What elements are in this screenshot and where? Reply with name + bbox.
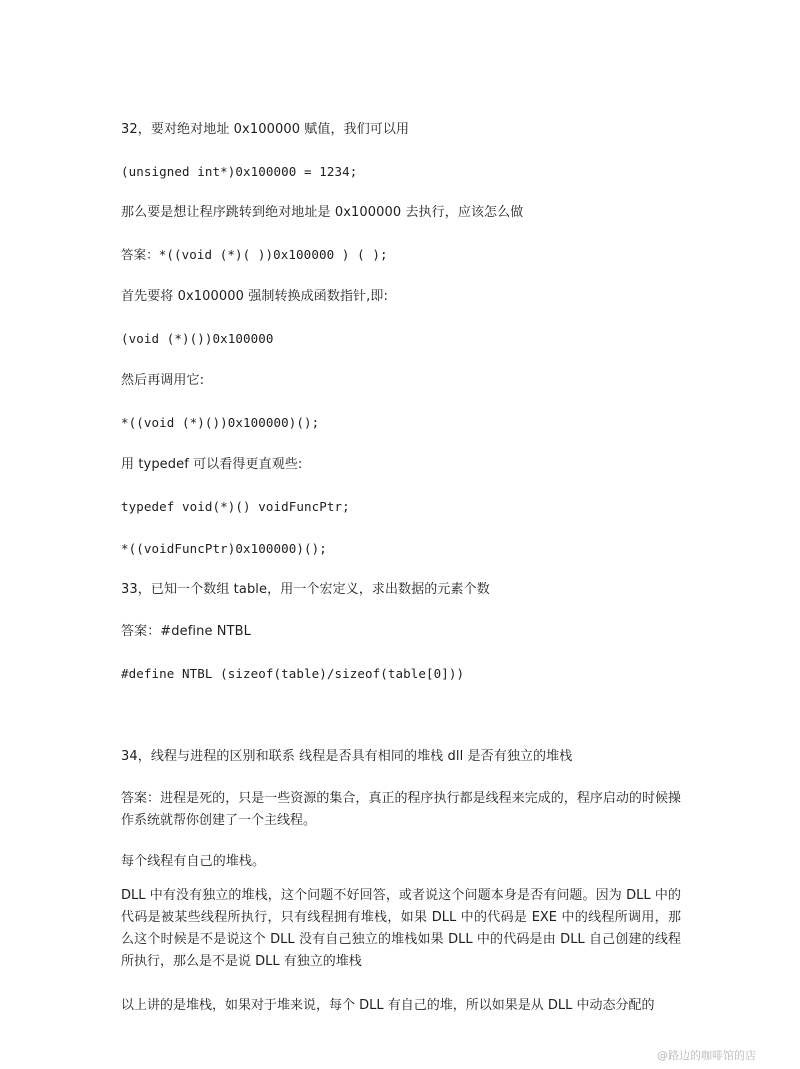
q32-code-typedef-call: *((voidFuncPtr)0x100000)(); — [121, 541, 327, 556]
q32-question: 那么要是想让程序跳转到绝对地址是 0x100000 去执行，应该怎么做 — [121, 205, 524, 220]
q34-answer-paragraph: 答案：进程是死的，只是一些资源的集合，真正的程序执行都是线程来完成的，程序启动的时候操作系统就帮你创建了一个主线程。 — [121, 791, 681, 828]
q32-title: 32，要对绝对地址 0x100000 赋值，我们可以用 — [121, 122, 410, 137]
q32-code-assign: (unsigned int*)0x100000 = 1234; — [121, 164, 358, 179]
q32-code-call: *((void (*)())0x100000)(); — [121, 415, 320, 430]
q34-title: 34，线程与进程的区别和联系 线程是否具有相同的堆栈 dll 是否有独立的堆栈 — [121, 749, 573, 764]
q34-heap-paragraph: 以上讲的是堆栈，如果对于堆来说，每个 DLL 有自己的堆，所以如果是从 DLL 中动态分配的 — [121, 998, 655, 1013]
q32-step-typedef: 用 typedef 可以看得更直观些: — [121, 457, 303, 472]
q34-stack-line: 每个线程有自己的堆栈。 — [121, 854, 266, 869]
q32-answer: 答案：*((void (*)( ))0x100000 ) ( ); — [121, 247, 388, 262]
q33-title: 33，已知一个数组 table，用一个宏定义，求出数据的元素个数 — [121, 582, 490, 597]
q32-code-typedef: typedef void(*)() voidFuncPtr; — [121, 499, 350, 514]
watermark: @路边的咖啡馆的店 — [657, 1049, 756, 1062]
q33-answer: 答案：#define NTBL — [121, 624, 252, 639]
q34-dll-paragraph: DLL 中有没有独立的堆栈，这个问题不好回答，或者说这个问题本身是否有问题。因为 DLL 中的代码是被某些线程所执行，只有线程拥有堆栈，如果 DLL 中的代码是 EXE 中的线程所调用，那么这个时候是不是说这个 DLL 没有自己独立的堆栈如果 DLL 中的代码是由 DLL 自己创建的线程所执行，那么是不是说 DLL 有独立的堆栈 — [121, 888, 681, 969]
q32-step-call: 然后再调用它: — [121, 373, 205, 388]
q33-code-macro: #define NTBL (sizeof(table)/sizeof(table[0])) — [121, 666, 465, 681]
q32-step-cast: 首先要将 0x100000 强制转换成函数指针,即: — [121, 289, 388, 304]
q32-code-cast: (void (*)())0x100000 — [121, 331, 274, 346]
